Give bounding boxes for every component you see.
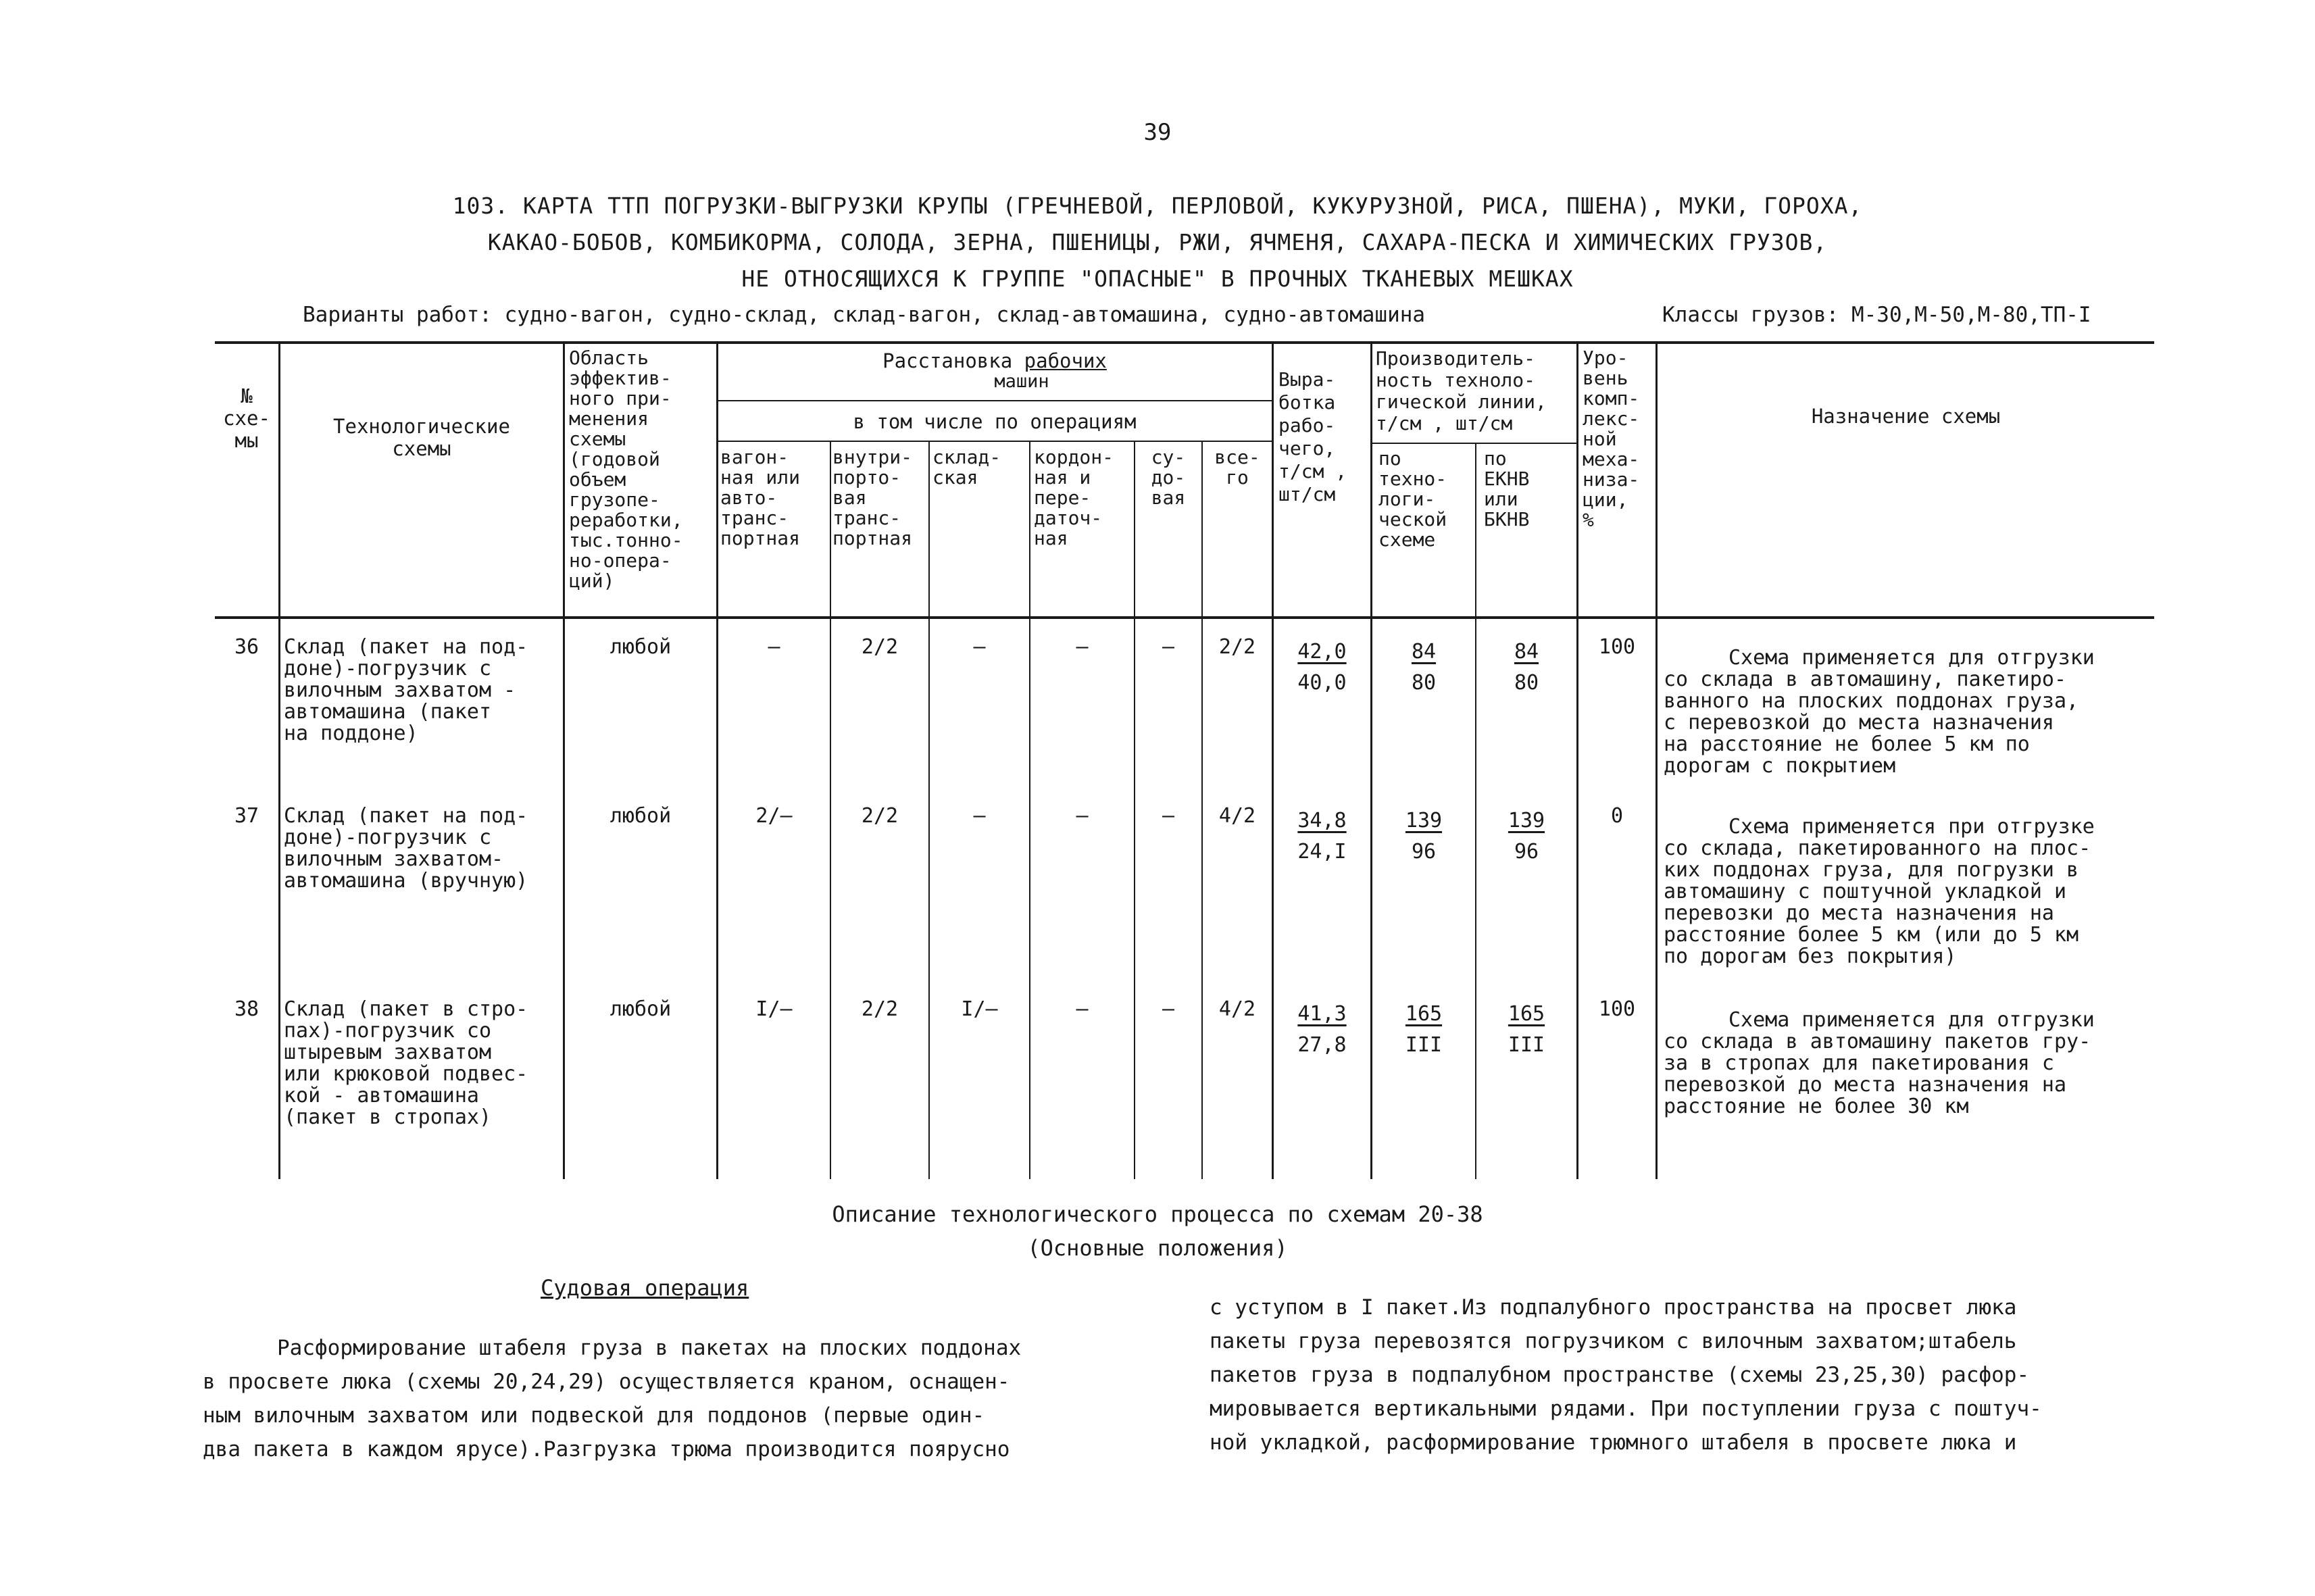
row-area: любой (609, 997, 672, 1021)
title-line-2: КАКАО-БОБОВ, КОМБИКОРМА, СОЛОДА, ЗЕРНА, ПШЕНИЦЫ, РЖИ, ЯЧМЕНЯ, САХАРА-ПЕСКА И ХИМИЧЕСКИХ ГРУЗОВ, (487, 229, 1828, 255)
right-paragraph: с уступом в I пакет.Из подпалубного пространства на просвет люка пакеты груза перевозятся погрузчиком с вилочным захватом;штабель пакетов груза в подпалубном пространстве (схемы 23,25,30) расфор- мировывается вертикальными рядами. При поступлении груза с поштуч- ной укладкой, расформирование трюмного штабеля в просвете люка и (1210, 1295, 2042, 1455)
row-op-wagon: 2/– (755, 804, 793, 828)
row-prod-scheme: 84 80 (1411, 640, 1437, 695)
row-output: 41,3 27,8 (1297, 1002, 1347, 1057)
row-scheme: Склад (пакет на под- доне)-погрузчик с вилочным захватом- автомашина (вручную) (284, 804, 528, 893)
row-prod-ekhv: 139 96 (1508, 809, 1545, 864)
row-prod-ekhv: 84 80 (1514, 640, 1539, 695)
row-num: 38 (234, 997, 259, 1021)
header-subgroup: в том числе по операциям (853, 410, 1137, 433)
description-heading (0, 1197, 2315, 1265)
row-prod-ekhv: 165 III (1508, 1002, 1545, 1057)
description-title: Описание технологического процесса по схемам 20-38 (832, 1201, 1483, 1227)
row-scheme: Склад (пакет в стро- пах)-погрузчик со штыревым захватом или крюковой подвес- кой - автомашина (пакет в стропах) (284, 997, 528, 1129)
header-op-wagon: вагон- ная или авто- транс- портная (720, 446, 801, 549)
row-op-intraport: 2/2 (861, 804, 899, 828)
row-area: любой (609, 804, 672, 828)
row-op-ship: – (1162, 804, 1175, 828)
row-op-cordon: – (1076, 635, 1089, 659)
row-op-wagon: I/– (755, 997, 793, 1021)
header-op-warehouse: склад- ская (932, 446, 1001, 489)
section-heading: Судовая операция (541, 1275, 749, 1301)
left-paragraph: Расформирование штабеля груза в пакетах на плоских поддонах в просвете люка (схемы 20,24,29) осуществляется краном, оснащен- ным вилочным захватом или подвеской для поддонов (первые один- два пакета в каждом ярусе).Разгрузка трюма производится поярусно (203, 1336, 1022, 1462)
header-num: № схе- мы (223, 384, 270, 452)
header-productivity: Производитель- ность техноло- гической линии, т/см , шт/см (1376, 347, 1547, 434)
header-schemes: Технологические схемы (333, 415, 510, 460)
header-output: Выра- ботка рабо- чего, т/см , шт/см (1278, 368, 1347, 505)
header-op-ship: су- до- вая (1151, 446, 1186, 509)
header-mechanization: Уро- вень комп- лекс- ной меха- низа- ции, % (1583, 347, 1640, 531)
row-op-warehouse: – (973, 804, 986, 828)
row-mechanization: 100 (1598, 635, 1636, 659)
row-op-intraport: 2/2 (861, 997, 899, 1021)
row-scheme: Склад (пакет на под- доне)-погрузчик с вилочным захватом - автомашина (пакет на поддоне) (284, 635, 528, 745)
title-line-1: 103. КАРТА ТТП ПОГРУЗКИ-ВЫГРУЗКИ КРУПЫ (ГРЕЧНЕВОЙ, ПЕРЛОВОЙ, КУКУРУЗНОЙ, РИСА, ПШЕНА), МУКИ, ГОРОХА, (452, 193, 1863, 219)
row-op-ship: – (1162, 997, 1175, 1021)
row-op-cordon: – (1076, 804, 1089, 828)
row-prod-scheme: 139 96 (1405, 809, 1443, 864)
row-output: 34,8 24,I (1297, 809, 1347, 864)
row-op-total: 2/2 (1218, 635, 1256, 659)
work-variants: Варианты работ: судно-вагон, судно-склад, склад-вагон, склад-автомашина, судно-автомашина (303, 303, 1426, 327)
cargo-classes: Классы грузов: М-30,М-50,М-80,ТП-I (1662, 303, 2091, 327)
description-subtitle: (Основные положения) (1027, 1235, 1288, 1261)
row-purpose: Схема применяется при отгрузке со склада, пакетированного на плос- ких поддонах груза, для погрузки в автомашину с поштучной укладкой и перевозки до места назначения на расстояние более 5 км (или до 5 км по дорогам без покрытия) (1664, 815, 2095, 968)
header-purpose: Назначение схемы (1811, 405, 2001, 428)
header-prod-by-scheme: по техно- логи- ческой схеме (1378, 447, 1447, 551)
row-op-cordon: – (1076, 997, 1089, 1021)
row-output: 42,0 40,0 (1297, 640, 1347, 695)
row-op-total: 4/2 (1218, 997, 1256, 1021)
title-line-3: НЕ ОТНОСЯЩИХСЯ К ГРУППЕ "ОПАСНЫЕ" В ПРОЧНЫХ ТКАНЕВЫХ МЕШКАХ (741, 266, 1574, 292)
row-num: 37 (234, 804, 259, 828)
row-prod-scheme: 165 III (1405, 1002, 1443, 1057)
row-mechanization: 0 (1610, 804, 1624, 828)
row-op-warehouse: – (973, 635, 986, 659)
header-prod-by-ekhv: по ЕКНВ или БКНВ (1484, 447, 1530, 530)
row-op-ship: – (1162, 635, 1175, 659)
row-num: 36 (234, 635, 259, 659)
header-area: Область эффектив- ного при- менения схемы (годовой объем грузопе- реработки, тыс.тонно- но-опера- ций) (569, 347, 683, 592)
row-purpose: Схема применяется для отгрузки со склада в автомашину, пакетиро- ванного на плоских поддонах груза, с перевозкой до места назначения на расстояние не более 5 км по дорогам с покрытием (1664, 646, 2095, 778)
row-op-wagon: – (768, 635, 780, 659)
header-placement: Расстановка рабочих (882, 349, 1107, 372)
row-op-total: 4/2 (1218, 804, 1256, 828)
row-mechanization: 100 (1598, 997, 1636, 1021)
header-op-cordon: кордон- ная и пере- даточ- ная (1034, 446, 1114, 549)
row-purpose: Схема применяется для отгрузки со склада в автомашину пакетов гру- за в стропах для пакетирования с перевозкой до места назначения на расстояние не более 30 км (1664, 1008, 2095, 1118)
page-number: 39 (1143, 119, 1172, 146)
document-title (203, 188, 2112, 297)
header-op-total: все- го (1214, 446, 1260, 489)
row-op-intraport: 2/2 (861, 635, 899, 659)
header-op-intraport: внутри- порто- вая транс- портная (832, 446, 913, 549)
row-op-warehouse: I/– (961, 997, 998, 1021)
row-area: любой (609, 635, 672, 659)
header-placement-machines: машин (994, 371, 1049, 392)
